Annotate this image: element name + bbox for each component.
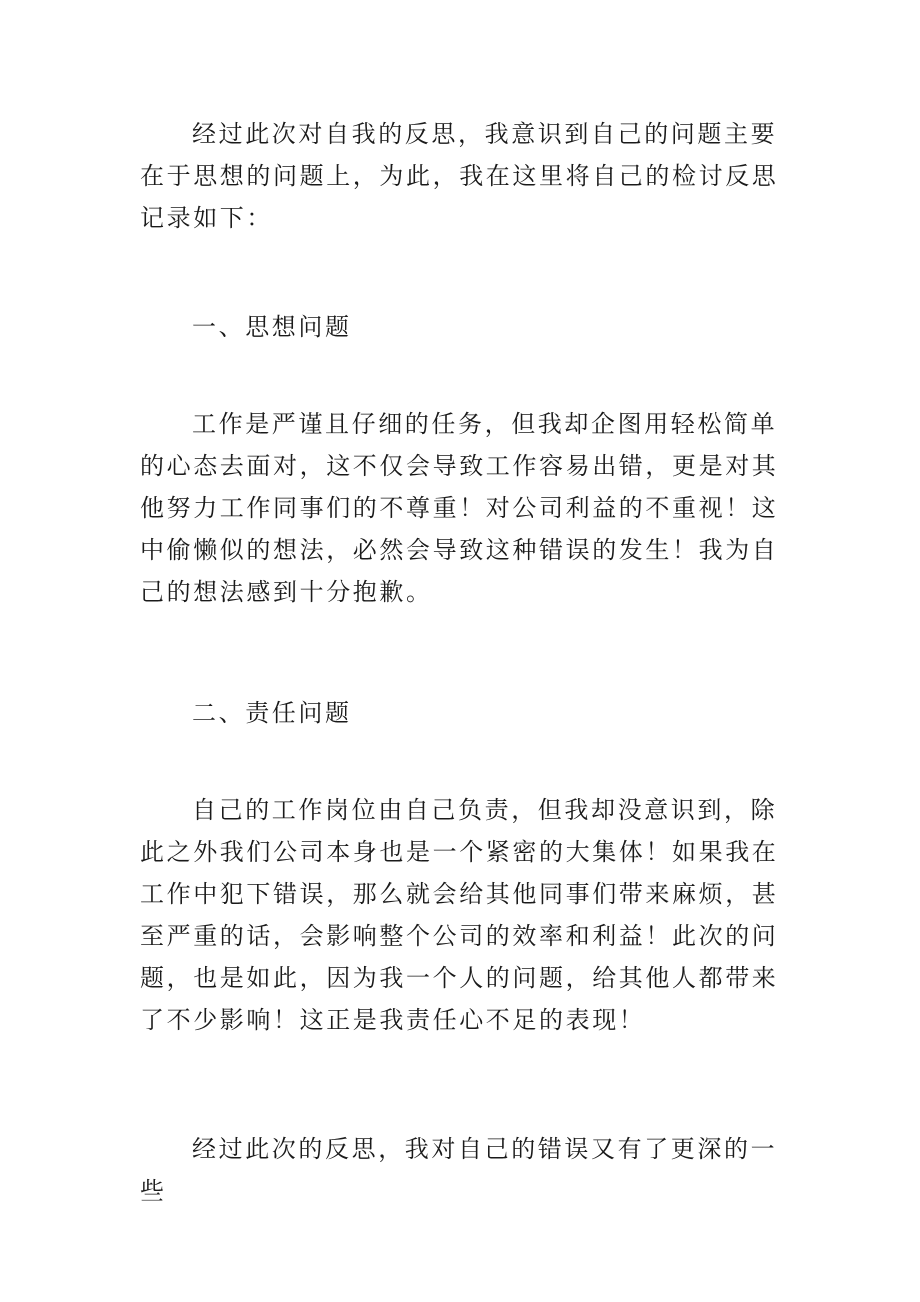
section-heading-thought: 一、思想问题 [192, 313, 352, 341]
section-body-thought: 工作是严谨且仔细的任务，但我却企图用轻松简单的心态去面对，这不仅会导致工作容易出错，更是对其他努力工作同事们的不尊重！对公司利益的不重视！这中偷懒似的想法，必然会导致这种错误的发生！我为自己的想法感到十分抱歉。 [140, 410, 779, 606]
section-heading-responsibility: 二、责任问题 [192, 699, 352, 727]
intro-paragraph: 经过此次对自我的反思，我意识到自己的问题主要在于思想的问题上，为此，我在这里将自己的检讨反思记录如下： [140, 120, 779, 232]
closing-paragraph: 经过此次的反思，我对自己的错误又有了更深的一些 [140, 1135, 778, 1205]
section-body-responsibility: 自己的工作岗位由自己负责，但我却没意识到，除此之外我们公司本身也是一个紧密的大集体！如果我在工作中犯下错误，那么就会给其他同事们带来麻烦，甚至严重的话，会影响整个公司的效率和利益！此次的问题，也是如此，因为我一个人的问题，给其他人都带来了不少影响！这正是我责任心不足的表现！ [140, 796, 779, 1034]
